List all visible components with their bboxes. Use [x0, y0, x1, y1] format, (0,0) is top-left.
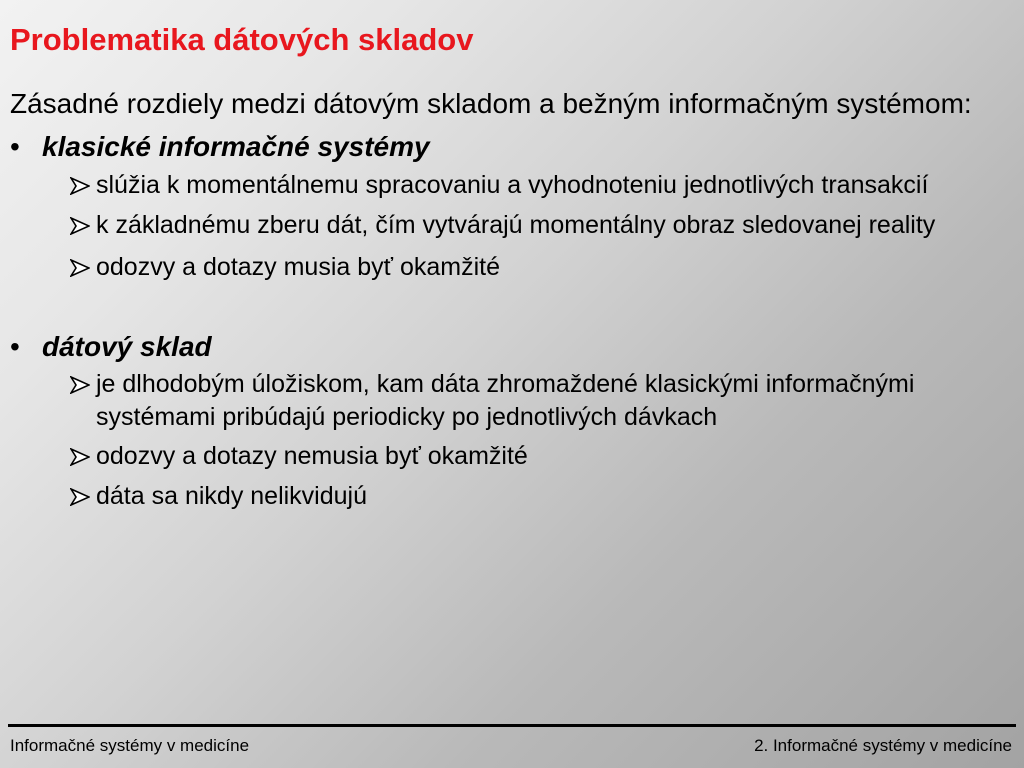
- arrow-bullet-icon: [68, 209, 96, 242]
- list-item-text: dáta sa nikdy nelikvidujú: [96, 482, 367, 510]
- list-item: [10, 251, 1014, 284]
- arrow-bullet-icon: [68, 169, 96, 202]
- arrow-bullet-icon: [68, 368, 96, 401]
- list-item-text: je dlhodobým úložiskom, kam dáta zhromaždené klasickými informačnými systémami pribúdajú periodicky po jednotlivých dávkach: [96, 370, 915, 431]
- list-item-text: k základnému zberu dát, čím vytvárajú momentálny obraz sledovanej reality: [96, 211, 936, 239]
- list-item-text: odozvy a dotazy nemusia byť okamžité: [96, 442, 528, 470]
- slide-title: Problematika dátových skladov: [10, 22, 474, 57]
- bullet-dot: •: [10, 331, 20, 362]
- section-heading-classic: [10, 129, 1014, 164]
- bullet-dot: •: [10, 131, 20, 162]
- arrow-bullet-icon: [68, 251, 96, 284]
- slide-content: [10, 86, 1014, 513]
- section-heading-label: klasické informačné systémy: [42, 131, 430, 162]
- section-heading-warehouse: [10, 329, 1014, 364]
- arrow-bullet-icon: [68, 440, 96, 473]
- intro-text: Zásadné rozdiely medzi dátovým skladom a bežným informačným systémom:: [10, 88, 972, 119]
- arrow-bullet-icon: [68, 480, 96, 513]
- footer-left-text: Informačné systémy v medicíne: [10, 736, 250, 755]
- list-item-text: slúžia k momentálnemu spracovaniu a vyhodnoteniu jednotlivých transakcií: [96, 171, 929, 199]
- list-item: [10, 480, 1014, 513]
- section-heading-label: dátový sklad: [42, 331, 212, 362]
- list-item: [10, 440, 1014, 473]
- list-item-text: odozvy a dotazy musia byť okamžité: [96, 253, 501, 281]
- footer-right-text: 2. Informačné systémy v medicíne: [754, 736, 1012, 755]
- list-item: [10, 368, 1014, 434]
- list-item: [10, 169, 1014, 202]
- list-item: [10, 209, 1014, 242]
- footer-divider: [8, 724, 1016, 727]
